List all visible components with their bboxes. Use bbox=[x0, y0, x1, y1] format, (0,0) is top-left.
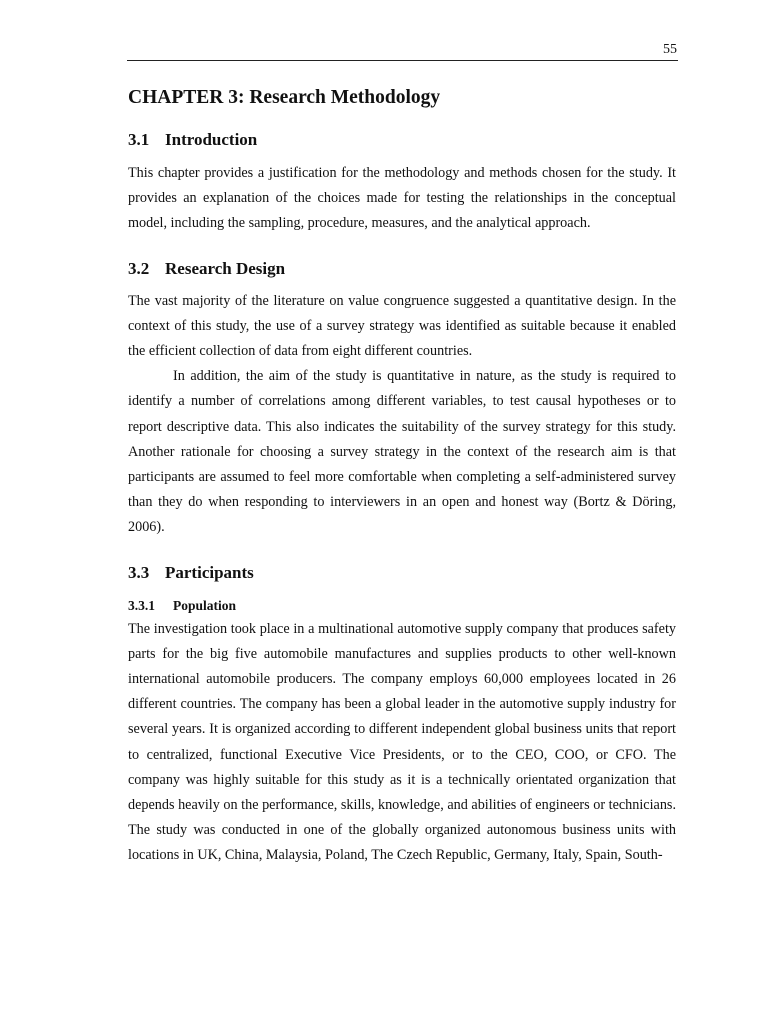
section-number: 3.1 bbox=[128, 130, 150, 149]
subsection-title: Population bbox=[173, 597, 237, 613]
section-title: Research Design bbox=[165, 258, 286, 278]
section-title: Participants bbox=[165, 562, 254, 582]
section-number: 3.3 bbox=[128, 562, 150, 582]
page-content bbox=[128, 84, 676, 869]
chapter-title: CHAPTER 3: Research Methodology bbox=[128, 87, 441, 108]
section-heading-participants bbox=[128, 561, 676, 585]
header-rule bbox=[127, 60, 678, 61]
section-heading-research-design bbox=[128, 257, 676, 281]
subsection-heading-population bbox=[128, 596, 676, 616]
population-paragraph: The investigation took place in a multinational automotive supply company that produces safety parts for the big five automobile manufactures and supplies products to other well-known international automobile producers. The company employs 60,000 employees located in 26 different countries. The company has been a global leader in the automotive supply industry for several years. It is organized according to different independent global business units that report to centralized, functional Executive Vice Presidents, or to the CEO, COO, or CFO. The company was highly suitable for this study as it is a technically orientated organization that depends heavily on the performance, skills, knowledge, and abilities of engineers or technicians. The study was conducted in one of the globally organized autonomous business units with locations in UK, China, Malaysia, Poland, The Czech Republic, Germany, Italy, Spain, South- bbox=[128, 620, 676, 864]
section-title: Introduction bbox=[165, 130, 258, 149]
introduction-paragraph: This chapter provides a justification for the methodology and methods chosen for the study. It provides an explanation of the choices made for testing the relationships in the conceptual model, including the sampling, procedure, measures, and the analytical approach. bbox=[128, 165, 676, 232]
research-design-paragraph-2: In addition, the aim of the study is quantitative in nature, as the study is required to identify a number of correlations among different variables, to test causal hypotheses or to report descriptive data. This also indicates the suitability of the survey strategy for this study. Another rationale for choosing a survey strategy in the context of the research aim is that participants are assumed to feel more comfortable when completing a self-administered survey than they do when responding to interviewers in an open and honest way (Bortz & Döring, 2006). bbox=[128, 368, 676, 536]
research-design-paragraph-1: The vast majority of the literature on value congruence suggested a quantitative design. In the context of this study, the use of a survey strategy was identified as suitable because it enabled the efficient collection of data from eight different countries. bbox=[128, 292, 676, 360]
section-number: 3.2 bbox=[128, 258, 150, 278]
subsection-number: 3.3.1 bbox=[128, 597, 155, 613]
section-heading-introduction bbox=[128, 128, 676, 152]
page-number: 55 bbox=[663, 42, 677, 57]
